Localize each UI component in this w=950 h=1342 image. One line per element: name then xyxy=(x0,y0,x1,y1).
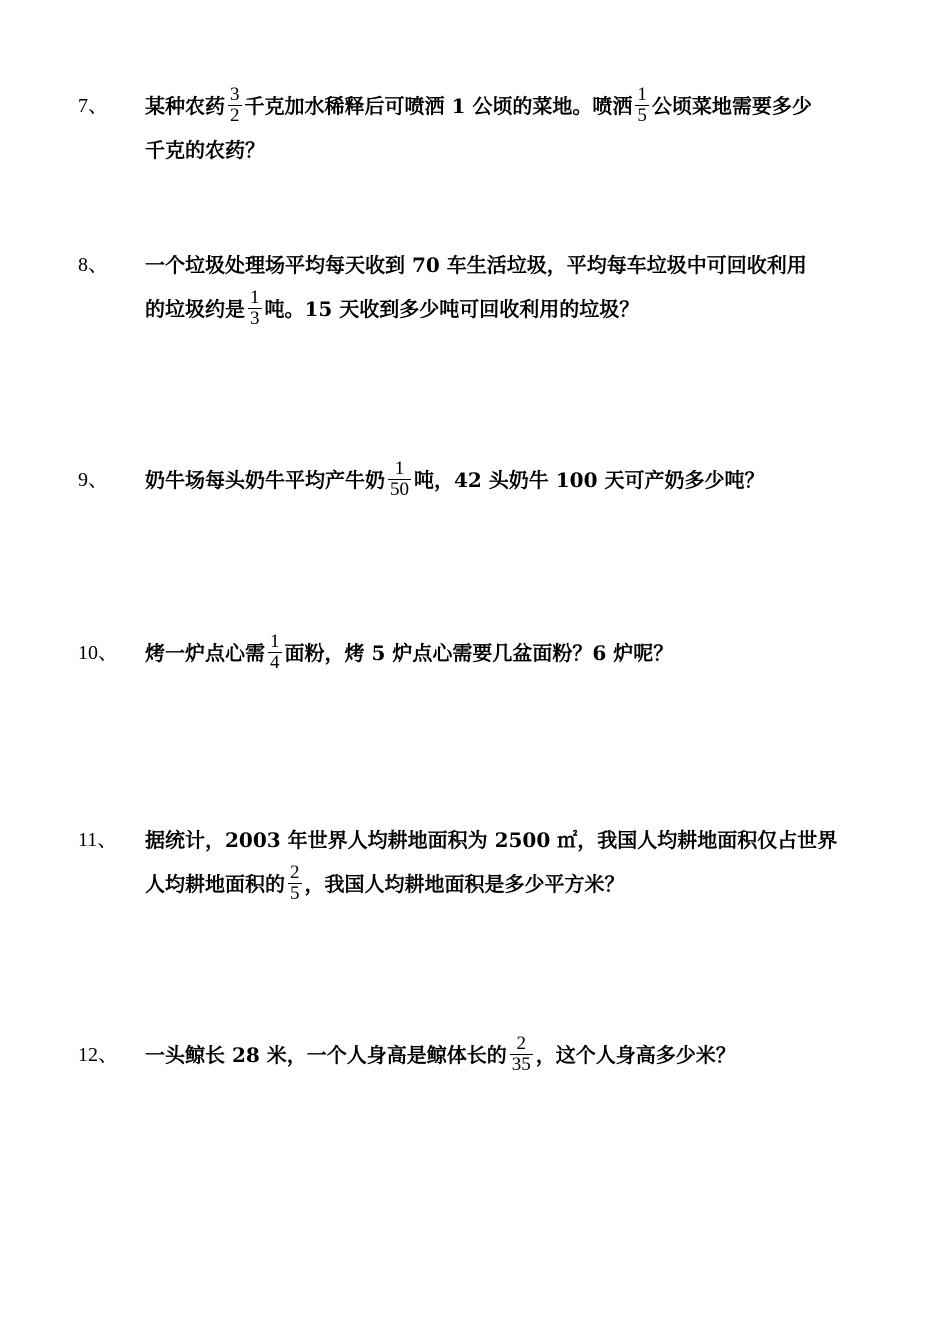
fraction xyxy=(510,1034,533,1075)
problem-text xyxy=(145,243,885,331)
problem-number: 9、 xyxy=(78,469,108,491)
problem-number: 8、 xyxy=(78,254,108,276)
problem-number: 10、 xyxy=(78,642,118,664)
text-run: 吨，42 头奶牛 100 天可产奶多少吨？ xyxy=(414,468,765,492)
problem-number: 11、 xyxy=(78,829,118,851)
fraction-denominator: 5 xyxy=(637,105,647,126)
problem-number: 7、 xyxy=(78,95,108,117)
text-run: ，这个人身高多少米？ xyxy=(535,1043,736,1067)
problem-text xyxy=(145,458,885,502)
problem-line xyxy=(145,1033,885,1077)
problem-line xyxy=(145,631,885,675)
problem-line xyxy=(145,243,885,287)
fraction-numerator: 1 xyxy=(637,84,647,105)
fraction-numerator: 2 xyxy=(510,1034,533,1055)
fraction-numerator: 1 xyxy=(250,287,260,308)
fraction-denominator: 4 xyxy=(270,652,280,673)
text-run: 公顷菜地需要多少 xyxy=(651,94,812,118)
fraction-denominator: 5 xyxy=(290,883,300,904)
text-run: 千克加水稀释后可喷洒 1 公顷的菜地。喷洒 xyxy=(244,94,633,118)
problem-line xyxy=(145,458,885,502)
text-run: 一个垃圾处理场平均每天收到 70 车生活垃圾，平均每车垃圾中可回收利用 xyxy=(145,253,807,277)
fraction xyxy=(288,863,302,904)
fraction-denominator: 35 xyxy=(511,1054,531,1075)
problem-line xyxy=(145,84,885,128)
fraction xyxy=(248,288,262,329)
fraction xyxy=(268,632,282,673)
fraction-denominator: 50 xyxy=(390,479,409,500)
fraction-denominator: 2 xyxy=(230,105,240,126)
problem-line xyxy=(145,862,885,906)
problem-number: 12、 xyxy=(78,1044,118,1066)
text-run: 面粉，烤 5 炉点心需要几盆面粉？6 炉呢？ xyxy=(284,641,674,665)
text-run: 的垃圾约是 xyxy=(145,297,245,321)
fraction-denominator: 3 xyxy=(250,308,260,329)
fraction-numerator: 1 xyxy=(270,631,280,652)
fraction xyxy=(228,85,242,126)
problem-line xyxy=(145,128,885,172)
problem-line xyxy=(145,818,885,862)
problem-text xyxy=(145,631,885,675)
text-run: 人均耕地面积的 xyxy=(145,872,285,896)
text-run: ，我国人均耕地面积是多少平方米？ xyxy=(304,872,625,896)
problem-text xyxy=(145,1033,885,1077)
problem-text xyxy=(145,818,885,906)
text-run: 千克的农药？ xyxy=(145,138,265,162)
text-run: 某种农药 xyxy=(145,94,225,118)
fraction-numerator: 3 xyxy=(230,84,240,105)
fraction-numerator: 1 xyxy=(388,459,411,480)
text-run: 据统计，2003 年世界人均耕地面积为 2500 ㎡，我国人均耕地面积仅占世界 xyxy=(145,828,838,852)
text-run: 吨。15 天收到多少吨可回收利用的垃圾？ xyxy=(264,297,640,321)
problem-line xyxy=(145,287,885,331)
fraction xyxy=(635,85,649,126)
problem-text xyxy=(145,84,885,172)
fraction-numerator: 2 xyxy=(290,862,300,883)
text-run: 烤一炉点心需 xyxy=(145,641,265,665)
text-run: 奶牛场每头奶牛平均产牛奶 xyxy=(145,468,385,492)
text-run: 一头鲸长 28 米，一个人身高是鲸体长的 xyxy=(145,1043,507,1067)
fraction xyxy=(388,459,411,500)
